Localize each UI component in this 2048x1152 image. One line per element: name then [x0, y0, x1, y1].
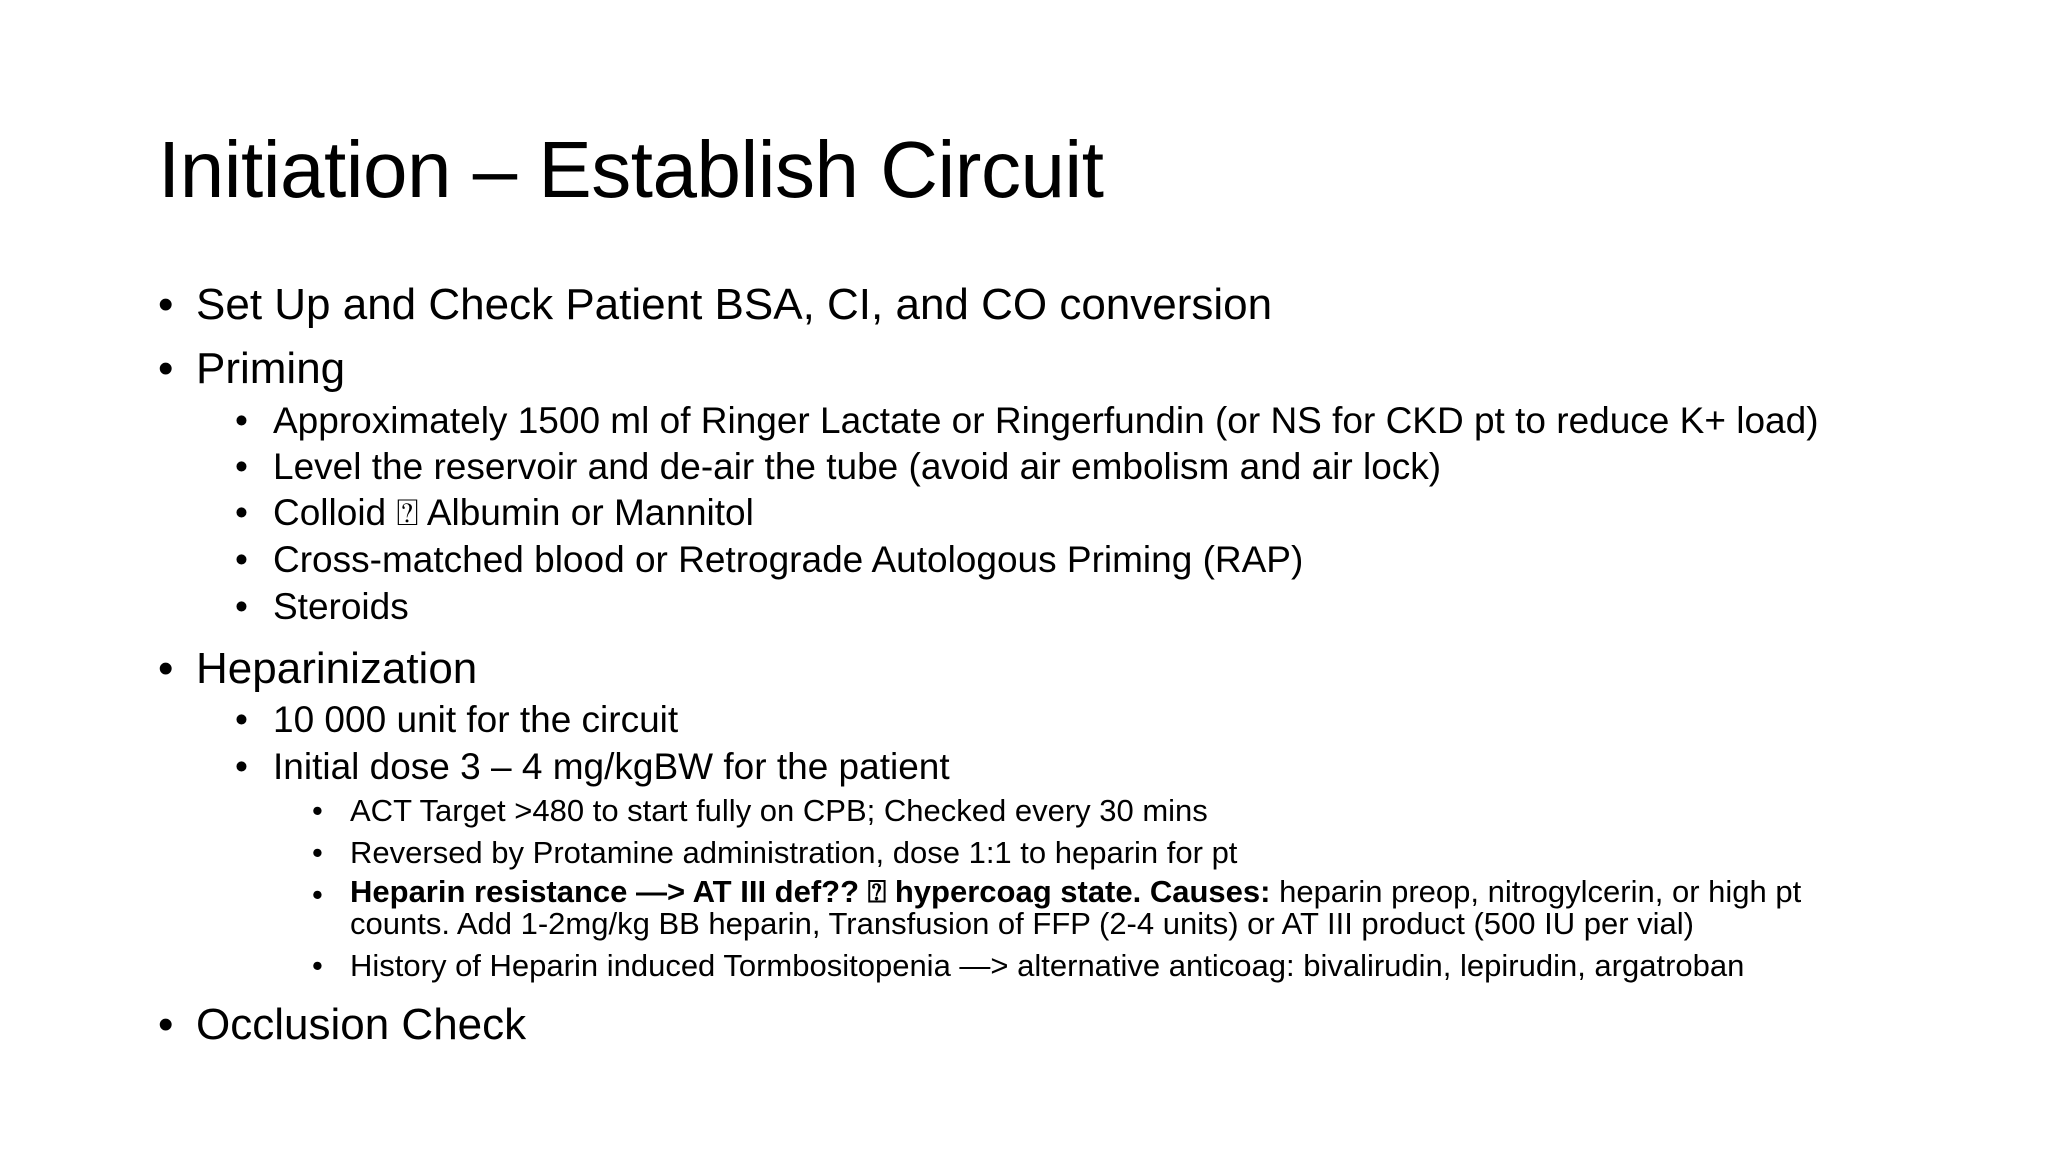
priming-sub-text: Level the reservoir and de-air the tube (avoid air embolism and air lock)	[273, 446, 1442, 487]
bullet-dot: •	[158, 1000, 174, 1049]
bullet-dot: •	[235, 492, 248, 533]
heparin-resistance-text	[350, 876, 1890, 940]
bullet-dot: •	[312, 793, 323, 828]
bullet-dot: •	[235, 746, 248, 787]
hep-sub-text: 10 000 unit for the circuit	[273, 699, 679, 740]
bullet-occlusion-text: Occlusion Check	[196, 1000, 527, 1049]
bullet-priming-text: Priming	[196, 344, 346, 393]
hit-history-text: History of Heparin induced Tormbositopenia —> alternative anticoag: bivalirudin, lepirudin, argatroban	[350, 948, 1745, 983]
slide-title: Initiation – Establish Circuit	[158, 125, 1104, 214]
bullet-heparinization-text: Heparinization	[196, 644, 478, 693]
bullet-dot: •	[158, 280, 174, 329]
bullet-dot: •	[235, 586, 248, 627]
priming-sub-text: Cross-matched blood or Retrograde Autologous Priming (RAP)	[273, 539, 1304, 580]
hep-sub-text: Initial dose 3 – 4 mg/kgBW for the patient	[273, 746, 950, 787]
bullet-setup-text: Set Up and Check Patient BSA, CI, and CO conversion	[196, 280, 1273, 329]
bullet-dot: •	[312, 835, 323, 870]
bullet-dot: •	[158, 644, 174, 693]
reversed-text: Reversed by Protamine administration, dose 1:1 to heparin for pt	[350, 835, 1238, 870]
priming-sub-text: Colloid ⍰ Albumin or Mannitol	[273, 492, 754, 533]
heparin-resistance-rest: heparin preop, nitrogylcerin, or high pt counts. Add 1-2mg/kg BB heparin, Transfusion of FFP (2-4 units) or AT III product (500 IU per vial)	[350, 874, 1802, 941]
bullet-dot: •	[312, 877, 323, 912]
bullet-dot: •	[235, 400, 248, 441]
act-target-text: ACT Target >480 to start fully on CPB; Checked every 30 mins	[350, 793, 1208, 828]
bullet-dot: •	[235, 446, 248, 487]
bullet-dot: •	[158, 344, 174, 393]
bullet-dot: •	[235, 699, 248, 740]
bullet-dot: •	[235, 539, 248, 580]
bullet-dot: •	[312, 948, 323, 983]
heparin-resistance-bold: Heparin resistance —> AT III def?? ⍰ hypercoag state. Causes:	[350, 874, 1271, 909]
priming-sub-text: Approximately 1500 ml of Ringer Lactate or Ringerfundin (or NS for CKD pt to reduce K+ load)	[273, 400, 1819, 441]
priming-sub-text: Steroids	[273, 586, 409, 627]
